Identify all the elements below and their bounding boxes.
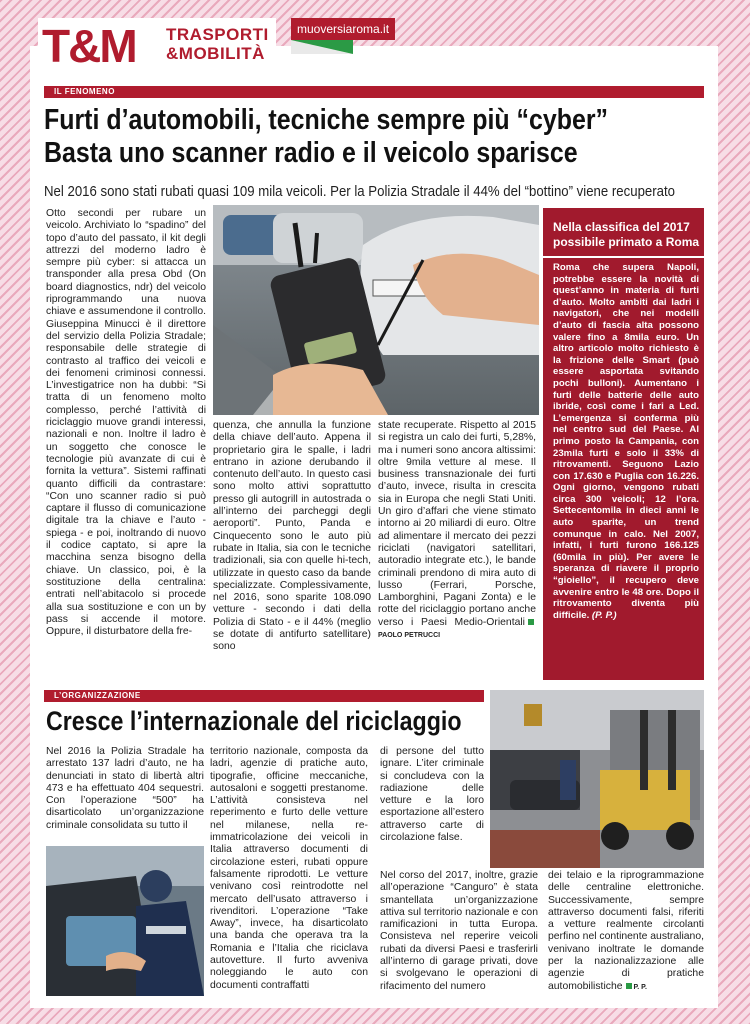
workshop-photo xyxy=(490,690,704,868)
sidebar-signature: (P. P.) xyxy=(591,609,617,621)
workshop-photo-illustration xyxy=(490,690,704,868)
article-2-column-1 xyxy=(46,746,204,842)
article-1-headline xyxy=(44,104,622,170)
end-mark-icon xyxy=(528,619,534,625)
headline-line-1: Furti d’automobili, tecniche sempre più “cyber” xyxy=(44,104,609,136)
sidebar-title: Nella classifica del 2017 possibile primato a Roma xyxy=(553,220,700,249)
section-kicker-2: L’ORGANIZZAZIONE xyxy=(44,690,484,702)
article-2-column-4 xyxy=(548,870,704,1004)
sidebar-box xyxy=(543,208,704,680)
column-text: di persone del tutto ignare. L’iter criminale si concludeva con la radiazione delle vetture e la loro esportazione all’estero attraverso carte di circolazione false. xyxy=(380,746,484,844)
article-1-column-1 xyxy=(46,208,206,686)
column-text xyxy=(548,870,704,994)
website-url[interactable]: muoversiaroma.it xyxy=(291,18,395,40)
article-1-column-3 xyxy=(378,420,536,686)
publication-logo xyxy=(38,18,276,74)
article-1-subhead: Nel 2016 sono stati rubati quasi 109 mila veicoli. Per la Polizia Stradale il 44% del “bottino” viene recuperato xyxy=(44,183,676,200)
column-text-body: dei telaio e la riprogrammazione delle centraline elettroniche. Successivamente, sempre attraverso documenti falsi, riferiti a vetture realmente circolanti perfino nel continente australiano, venivano inoltrate le domande per la nazionalizzazione alle agenzie di pratiche automobilistiche xyxy=(548,870,704,992)
column-text: Nel 2016 la Polizia Stradale ha arrestato 137 ladri d’auto, ne ha denunciati in stato di libertà altri 473 e ha effettuato 404 sequestri. Con l’operazione “500” ha disarticolato un’organizzazione criminale consolidata su tutto il xyxy=(46,746,204,831)
column-text: quenza, che annulla la funzione della chiave dell’auto. Appena il proprietario gira le spalle, i ladri entrano in azione derubando il contenuto dell’auto. In questo casi sono molto attivi soprattutto presso gli autogrill in autostrada o all’interno dei parcheggi degli aeroporti”. Punto, Panda e Cinquecento sono le auto più rubate in Italia, sia con le tecniche tradizionali, sia con quelle hi-tech, utilizzate in questo caso da bande specializzate. Complessivamente, nel 2016, sono sparite 108.090 vetture - secondo i dati della Polizia di Stato - e il 44% (meglio se dotate di antifurto satellitare) sono xyxy=(213,420,371,653)
police-photo xyxy=(46,846,204,996)
flag-stripe-icon xyxy=(291,40,353,54)
section-kicker-1: IL FENOMENO xyxy=(44,86,704,98)
sidebar-divider xyxy=(543,256,704,258)
column-text: Nel corso del 2017, inoltre, grazie all’operazione “Canguro” è stata smantellata un’organizzazione attiva sul territorio nazionale e con ramificazioni in tutta Europa. Consisteva nel reperire veicoli rubati da diversi Paesi e trasferirli all’interno di garage privati, dove si svolgevano le operazioni di rifacimento del numero xyxy=(380,870,538,992)
article-2-column-3b xyxy=(380,870,538,1004)
column-text: territorio nazionale, composta da ladri, agenzie di pratiche auto, tipografie, officine meccaniche, autosaloni e soggetti prestanome. L’attività consisteva nel reperimento e furto delle vetture nel milanese, nella re-immatricolazione dei veicoli in Italia attraverso documenti di circolazione esteri, rubati oppure falsamente riprodotti. Le vetture venivano così reintrodotte nel mercato dell’usato attraverso i rivenditori. L’operazione “Take Away”, invece, ha disarticolato una banda che operava tra la Romania e l’Italia che riciclava autovetture. Il furto avveniva noleggiando le auto con documenti contraffatti xyxy=(210,746,368,991)
article-2-headline: Cresce l’internazionale del riciclaggio xyxy=(46,706,462,736)
logo-mark: T&M xyxy=(42,20,136,72)
logo-line-2: &MOBILITÀ xyxy=(166,44,265,63)
end-mark-icon xyxy=(626,983,632,989)
article-2-column-3a xyxy=(380,746,484,866)
scanner-photo-illustration xyxy=(213,205,539,415)
author-signature: P. P. xyxy=(633,983,647,991)
police-photo-illustration xyxy=(46,846,204,996)
article-2-column-2 xyxy=(210,746,368,1004)
scanner-photo xyxy=(213,205,539,415)
sidebar-text: Roma che supera Napoli, potrebbe essere la novità di quest’anno in materia di furti d’auto. Molto ambiti dai ladri i navigatori, che nei modelli d’auto di fascia alta possono valere fino a 8mila euro. Un altro articolo molto richiesto è la frizione delle Smart (può essere asportata svitando pochi bulloni). Aumentano i furti delle batterie delle auto ibride, così come i fari a Led. L’emergenza si conferma più nel centro sud del Paese. Al primo posto la Campania, con 23mila furti e solo il 33% di ritrovamenti. Seguono Lazio con 17.630 e Puglia con 16.226. Ogni giorno, vengono rubati circa 300 veicoli; 12 l’ora. Settecentomila in dieci anni le auto sparite, un trend comunque in calo. Nel 2007, infatti, i furti furono 166.125 (60mila in più). Per avere le speranza di riavere il proprio “gioiello”, il recupero deve avvenire entro le 48 ore. Dopo il ritrovamento diventa più difficile. xyxy=(553,262,699,621)
column-text-body: state recuperate. Rispetto al 2015 si registra un calo dei furti, 5,28%, ma i numeri sono ancora altissimi: oltre 9mila vetture al mese. Il business transnazionale dei furti d’auto, invece, risulta in crescita sia in Europa che negli Stati Uniti. Un giro d’affari che viene stimato intorno ai 20 miliardi di euro. Oltre ad alimentare il mercato dei pezzi riciclati (navigatori satellitari, autoradio integrate etc.), le bande criminali prendono di mira auto di lusso (Ferrari, Porsche, Lamborghini, Pagani Zonta) e le rotte del riciclaggio portano anche verso i Paesi Medio-Orientali xyxy=(378,420,536,628)
logo-line-1: TRASPORTI xyxy=(166,25,269,44)
author-signature: PAOLO PETRUCCI xyxy=(378,632,441,640)
headline-line-2: Basta uno scanner radio e il veicolo sparisce xyxy=(44,137,578,169)
column-text: Otto secondi per rubare un veicolo. Archiviato lo “spadino” del topo d’auto del passato, il kit degli attrezzi del moderno ladro è sempre più cyber: si attacca un transponder alla presa Obd (On board diagnostics, ndr) del veicolo riprogrammando una nuova chiave e assumendone il controllo. Giuseppina Minucci è il direttore del servizio della Polizia Stradale; responsabile delle strategie di contrasto al traffico dei veicoli e dei fenomeni criminosi connessi. L’investigatrice non ha dubbi: “Si tratta di un fenomeno molto complesso, perché l’attività di riciclaggio muove grandi interessi, nazionali e non. Inoltre il ladro è un soggetto che conosce le tecnologie più avanzate di cui è fornita la vettura”. Sistemi raffinati quanto difficili da contrastare: “Con uno scanner radio si può captare il flusso di comunicazione digitale tra la chiave e l’auto - spiega - e poi, inoltrando di nuovo il codice captato, si apre la macchina senza bisogno della chiave. Un classico, poi, è la sostituzione della centralina: entrati nell’abitacolo si procede alla sua sostituzione e con un by pass si accende il motore. Oppure, il disturbatore della fre- xyxy=(46,208,206,638)
logo-wordmark xyxy=(166,25,269,63)
column-text xyxy=(378,420,536,642)
article-1-column-2 xyxy=(213,420,371,686)
sidebar-body xyxy=(553,262,699,621)
